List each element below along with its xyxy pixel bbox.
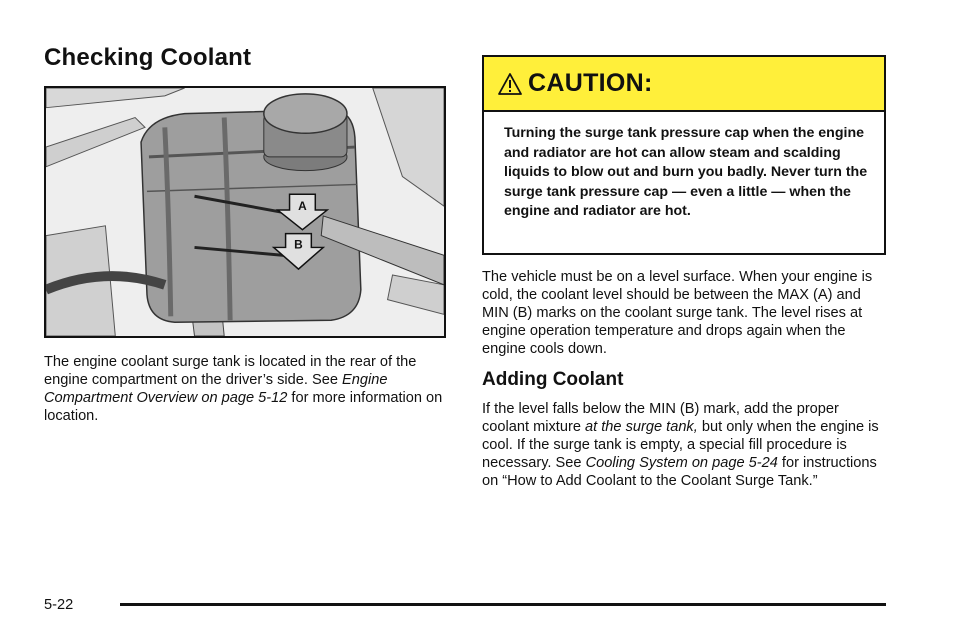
- location-text-end: for more information on location.: [44, 390, 443, 424]
- page-number: 5-22: [44, 597, 74, 613]
- adding-text-3: for instructions on “How to Add Coolant to the Coolant Surge Tank.”: [482, 455, 877, 489]
- footer-rule: [120, 603, 886, 606]
- location-text-start: The engine coolant surge tank is located in the rear of the engine compartment on the driver’s side. See: [44, 354, 417, 388]
- warning-triangle-icon: [498, 72, 522, 96]
- caution-text: Turning the surge tank pressure cap when the engine and radiator are hot can allow steam and scalding liquids to blow out and burn you badly. Never turn the surge tank pressure cap — even a little — when the engine and radiator are hot.: [504, 125, 868, 220]
- caution-header: [484, 57, 884, 112]
- surge-tank-drawing: [46, 88, 444, 336]
- engine-compartment-reference: Engine Compartment Overview on page 5-12: [44, 372, 388, 406]
- coolant-level-paragraph: The vehicle must be on a level surface. When your engine is cold, the coolant level should be between the MAX (A) and MIN (B) marks on the coolant surge tank. The level rises at engine operation temperature and drops again when the engine cools down.: [482, 269, 873, 357]
- adding-italic-1: at the surge tank,: [585, 419, 698, 435]
- coolant-surge-tank-illustration: [44, 86, 446, 338]
- caution-title: CAUTION:: [528, 69, 653, 97]
- adding-coolant-paragraph: [482, 400, 886, 490]
- cooling-system-reference: Cooling System on page 5-24: [585, 455, 778, 471]
- adding-text-1: If the level falls below the MIN (B) mark, add the proper coolant mixture: [482, 401, 839, 435]
- page-title: Checking Coolant: [44, 44, 252, 71]
- adding-text-2: but only when the engine is cool. If the surge tank is empty, a special fill procedure is necessary. See: [482, 419, 879, 471]
- callout-a: A: [298, 199, 307, 214]
- surge-tank-location-paragraph: [44, 353, 444, 425]
- adding-coolant-heading: Adding Coolant: [482, 369, 624, 390]
- callout-b: B: [294, 237, 303, 252]
- caution-box: [482, 55, 886, 255]
